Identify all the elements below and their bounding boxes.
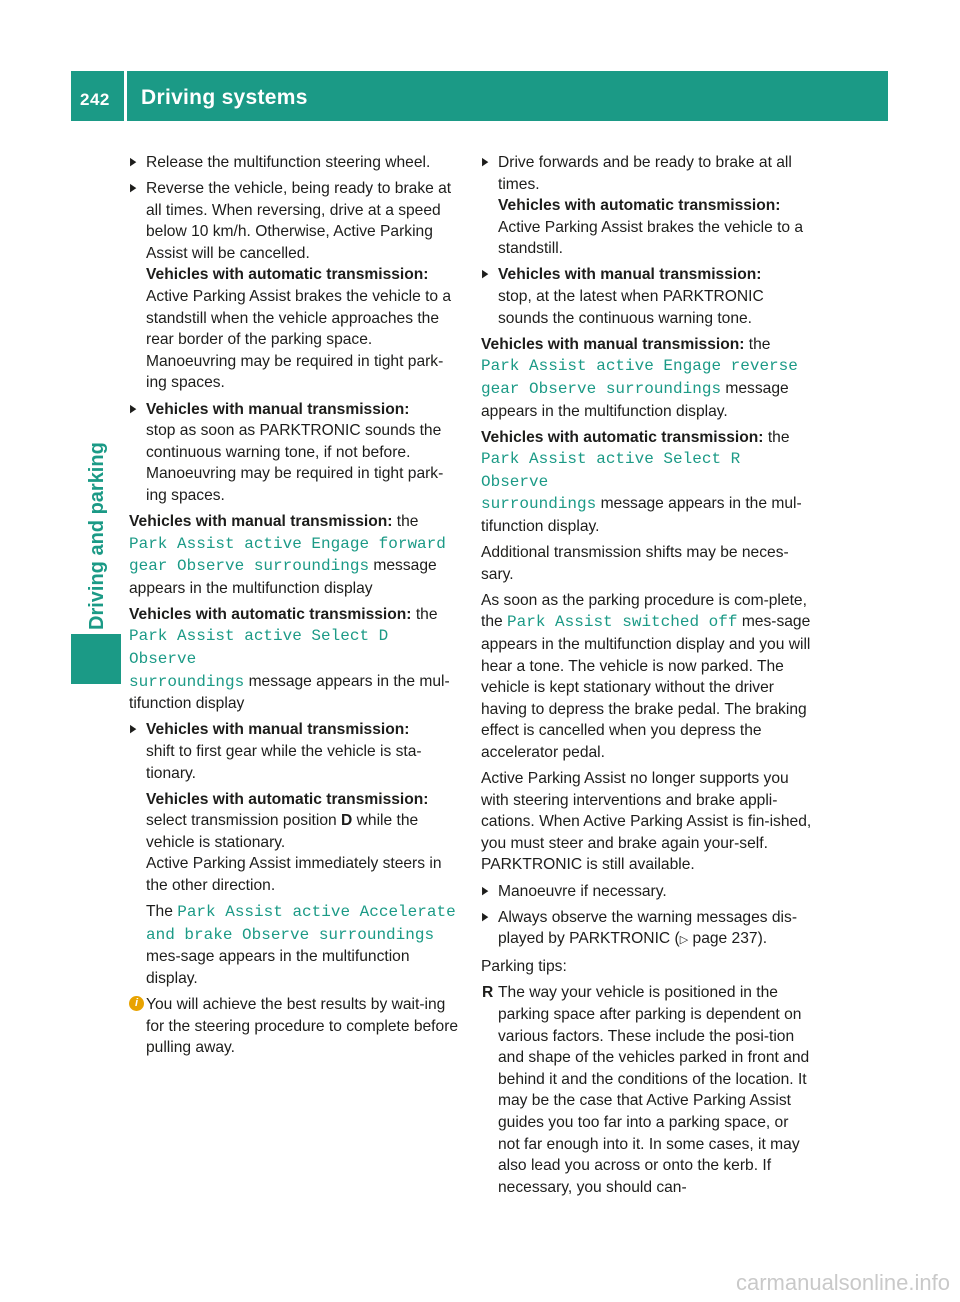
step-arrow-icon	[129, 178, 137, 200]
step-item: ▶ Vehicles with manual transmission: stop as soon as PARKTRONIC sounds the continuous warning tone, if not before. Manoeuvring may be required in tight park-ing spaces.	[129, 399, 461, 507]
note-text: Manoeuvring may be required in tight park-ing spaces.	[146, 352, 444, 392]
paragraph: Vehicles with automatic transmission: the Park Assist active Select D Observe surroundings message appears in the mul-tifunction display	[129, 605, 450, 713]
info-note: i You will achieve the best results by wait-ing for the steering procedure to complete before pulling away.	[129, 994, 461, 1059]
paragraph: Additional transmission shifts may be neces-sary.	[481, 544, 789, 583]
paragraph: Active Parking Assist no longer supports you with steering interventions and brake appli-cations. When Active Parking Assist is fin-ished, you must steer and brake again your-self. PARKTRONIC is still available.	[481, 770, 812, 874]
step-arrow-icon	[481, 264, 489, 286]
paragraph: As soon as the parking procedure is com-plete, the Park Assist switched off mes-sage appears in the multifunction display and you will hear a tone. The vehicle is now parked. The vehicle is kept stationary without the driver having to depress the brake pedal. The braking effect is cancelled when you depress the accelerator pedal.	[481, 591, 811, 761]
step-item: ▶ Always observe the warning messages dis-played by PARKTRONIC (▷ page 237).	[481, 907, 813, 952]
step-arrow-icon	[129, 399, 137, 421]
right-column	[481, 152, 813, 1198]
step-item: ▶ Drive forwards and be ready to brake at all times. Vehicles with automatic transmission: Active Parking Assist brakes the vehicle to a standstill.	[481, 152, 813, 260]
bullet-icon: R	[482, 984, 494, 1002]
header-divider	[124, 71, 127, 121]
paragraph: Vehicles with automatic transmission: the Park Assist active Select R Observe surroundings message appears in the mul-tifunction display.	[481, 428, 802, 535]
note-text: Vehicles with automatic transmission: select transmission position D while the vehicle is stationary. Active Parking Assist immediately steers in the other direction.	[146, 790, 442, 894]
section-tab-label: Driving and parking	[86, 442, 108, 630]
step-arrow-icon	[481, 907, 489, 929]
watermark: carmanualsonline.info	[735, 1270, 950, 1295]
step-arrow-icon	[129, 152, 137, 174]
tab-square	[71, 634, 121, 684]
step-arrow-icon	[129, 719, 137, 741]
step-arrow-icon	[481, 152, 489, 174]
step-item: ▶ Release the multifunction steering wheel.	[129, 152, 461, 174]
step-item: ▶ Manoeuvre if necessary.	[481, 881, 813, 903]
step-arrow-icon	[481, 881, 489, 903]
page-title: Driving systems	[141, 86, 308, 109]
paragraph: Vehicles with manual transmission: the Park Assist active Engage forward gear Observe surroundings message appears in the multifunction display	[129, 513, 446, 597]
step-item: ▶ Reverse the vehicle, being ready to brake at all times. When reversing, drive at a speed below 10 km/h. Otherwise, Active Parking Assist will be cancelled. Vehicles with automatic transmission: Active Parking Assist brakes the vehicle to a standstill when the vehicle approaches the rear border of the parking space.	[129, 178, 461, 351]
left-column	[129, 152, 461, 1063]
step-item: ▶ Vehicles with manual transmission: stop, at the latest when PARKTRONIC sounds the continuous warning tone.	[481, 264, 813, 329]
note-text: The Park Assist active Accelerate and brake Observe surroundings mes-sage appears in the multifunction display.	[146, 903, 456, 987]
info-icon: i	[129, 996, 144, 1011]
page-reference-link[interactable]: page 237	[692, 930, 758, 948]
paragraph: Vehicles with manual transmission: the Park Assist active Engage reverse gear Observe surroundings message appears in the multifunction display.	[481, 335, 798, 420]
subheading: Parking tips:	[481, 958, 567, 976]
list-item: R The way your vehicle is positioned in the parking space after parking is dependent on various factors. These include the posi-tion and shape of the vehicles parked in front and behind it and the conditions of the location. It may be the case that Active Parking Assist guides you too far into a parking space, or not far enough into it. In some cases, it may also lead you across or onto the kerb. If necessary, you should can-	[482, 984, 810, 1196]
step-item: ▶ Vehicles with manual transmission: shift to first gear while the vehicle is sta-tionary.	[129, 719, 461, 784]
page-number: 242	[80, 90, 110, 109]
page-ref-arrow-icon: ▷	[679, 934, 689, 947]
